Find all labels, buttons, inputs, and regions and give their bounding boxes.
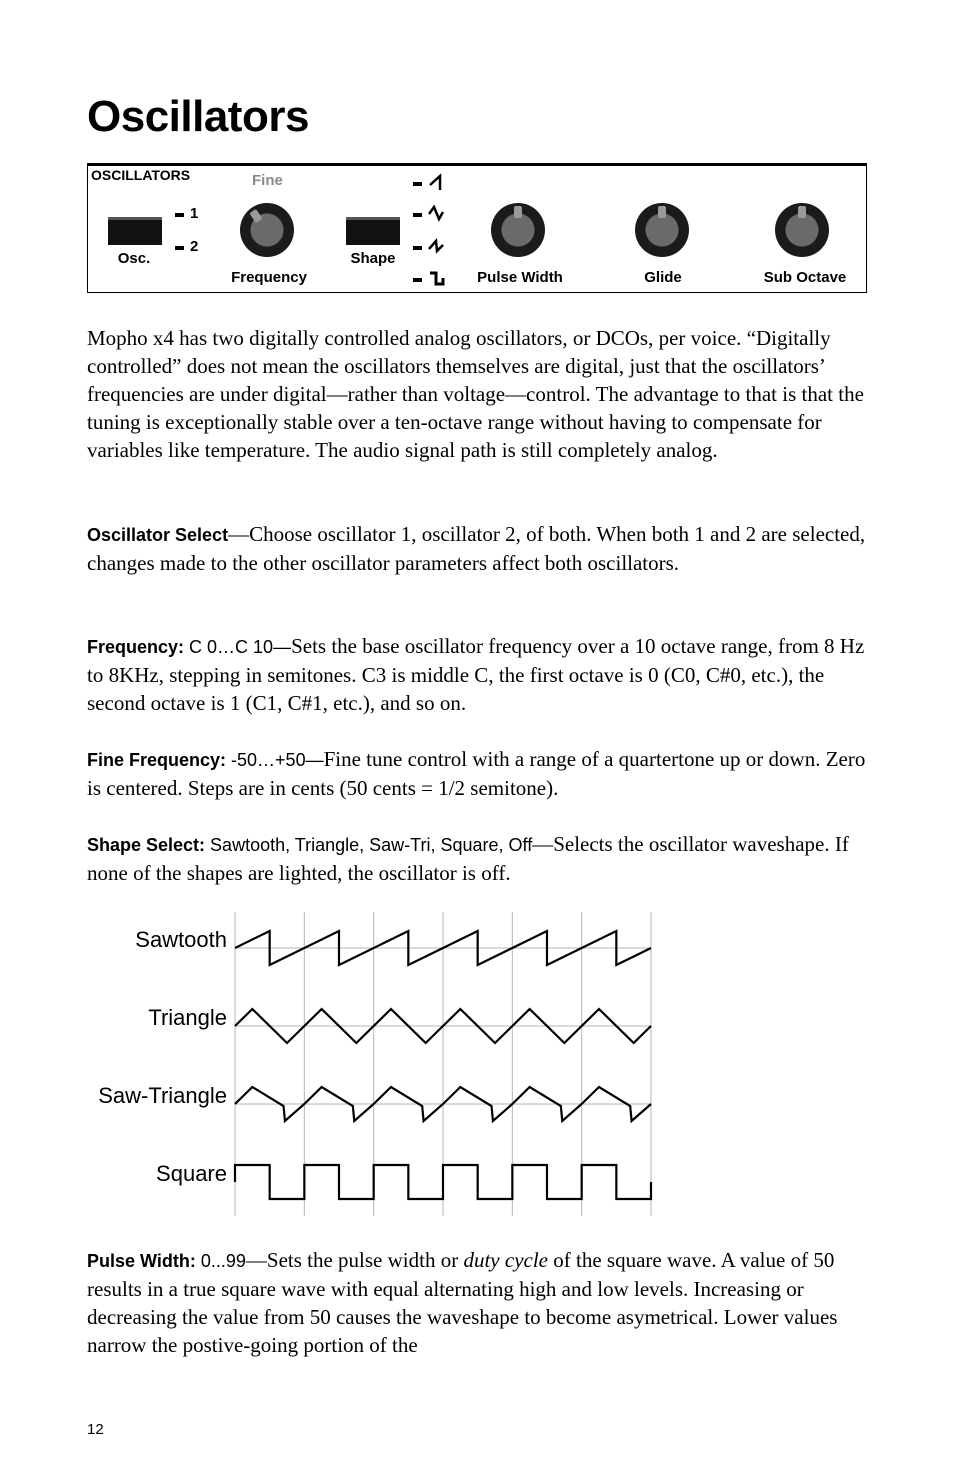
oscillators-panel [87, 163, 867, 293]
osc-select-description [87, 520, 867, 577]
pulse-width-text-after: of the square wave. A value of 50 results in a true square wave with equal alternating high and low levels. Increasing or decreasing the value from 50 causes the waveshape to become asymetrical. Lower values narrow the postive-going portion of the [87, 1248, 838, 1357]
pulse-width-description [87, 1246, 867, 1359]
osc-2-label: 2 [190, 238, 199, 255]
fine-label: Fine [252, 172, 283, 189]
osc-select-term: Oscillator Select [87, 525, 229, 545]
osc-select-button [108, 217, 162, 245]
frequency-text: Sets the base oscillator frequency over a 10 octave range, from 8 Hz to 8KHz, stepping in semitones. C3 is middle C, the first octave is 0 (C0, C#0, etc.), the second octave is 1 (C1, C#1, etc.), and so on. [87, 634, 865, 715]
sub-octave-knob [775, 203, 829, 257]
sub-octave-label: Sub Octave [763, 269, 847, 286]
pulse-width-term: Pulse Width: [87, 1251, 196, 1271]
panel-header: OSCILLATORS [91, 167, 191, 183]
shape-label: Shape [350, 250, 396, 267]
saw-triangle-icon [428, 237, 446, 257]
shape-select-text: —Selects the oscillator waveshape. If none of the shapes are lighted, the oscillator is off. [87, 832, 849, 885]
sawtooth-led [413, 182, 422, 186]
glide-label: Glide [644, 269, 682, 286]
duty-cycle-term: duty cycle [463, 1248, 548, 1272]
waveform-diagram [230, 910, 660, 1220]
saw-triangle-led [413, 246, 422, 250]
shape-select-button [346, 217, 400, 245]
osc-select-text: —Choose oscillator 1, oscillator 2, of both. When both 1 and 2 are selected, changes made to the other oscillator parameters affect both oscillators. [87, 522, 866, 575]
pulse-width-text-before: —Sets the pulse width or [245, 1248, 464, 1272]
shape-select-description [87, 830, 867, 887]
frequency-description [87, 632, 867, 717]
osc-1-label: 1 [190, 205, 199, 222]
triangle-label: Triangle [148, 1005, 227, 1030]
fine-frequency-range: -50…+50— [226, 750, 324, 770]
triangle-icon [428, 204, 446, 224]
square-led [413, 278, 422, 282]
fine-frequency-description [87, 745, 867, 802]
triangle-led [413, 213, 422, 217]
fine-frequency-term: Fine Frequency: [87, 750, 227, 770]
frequency-knob [240, 203, 294, 257]
sawtooth-icon [428, 173, 446, 193]
frequency-label: Frequency [231, 269, 307, 286]
page-number: 12 [87, 1421, 104, 1438]
frequency-range: C 0…C 10— [184, 637, 292, 657]
glide-knob [635, 203, 689, 257]
square-label: Square [156, 1161, 227, 1186]
pulse-width-range: 0...99 [195, 1251, 246, 1271]
osc-2-led [175, 246, 184, 250]
pulse-width-label: Pulse Width [477, 269, 563, 286]
square-waveform [235, 1165, 651, 1199]
shape-select-term: Shape Select: [87, 835, 206, 855]
osc-1-led [175, 213, 184, 217]
frequency-term: Frequency: [87, 637, 185, 657]
osc-label: Osc. [117, 250, 151, 267]
fine-frequency-text: Fine tune control with a range of a quartertone up or down. Zero is centered. Steps are in cents (50 cents = 1/2 semitone). [87, 747, 866, 800]
intro-paragraph: Mopho x4 has two digitally controlled analog oscillators, or DCOs, per voice. “Digitally controlled” does not mean the oscillators themselves are digital, just that the oscillators’ frequencies are under digital—rather than voltage—control. The advantage to that is that the tuning is exceptionally stable over a ten-octave range without having to compensate for variables like temperature. The audio signal path is still completely analog. [87, 326, 864, 462]
pulse-width-knob [491, 203, 545, 257]
sawtooth-label: Sawtooth [135, 927, 227, 952]
page-title: Oscillators [87, 92, 309, 141]
shape-select-range: Sawtooth, Triangle, Saw-Tri, Square, Off [205, 835, 533, 855]
square-icon [428, 269, 446, 289]
saw-triangle-label: Saw-Triangle [98, 1083, 227, 1108]
